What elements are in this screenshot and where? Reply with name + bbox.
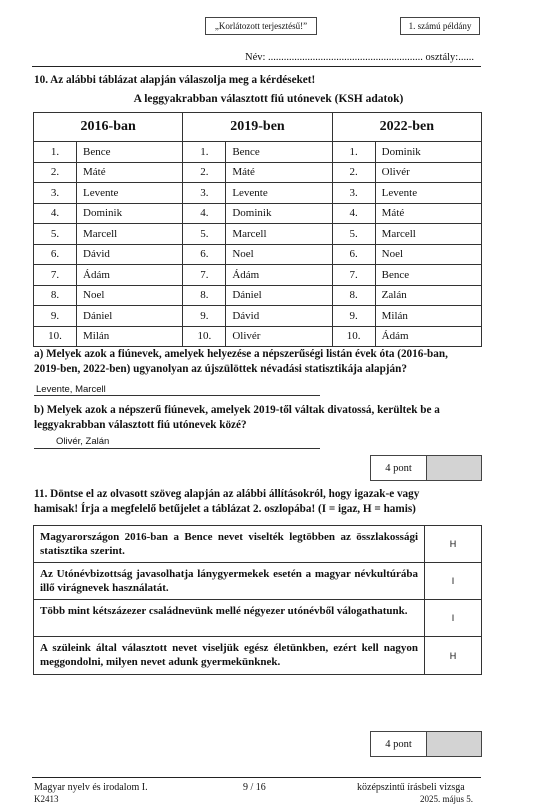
rank-cell: 9. — [332, 306, 375, 327]
task11-points-box — [370, 731, 482, 757]
statement-text: Az Utónévbizottság javasolhatja lánygyermekek esetén a magyar névkultúrába illő virágnevek használatát. — [34, 563, 425, 600]
table-row — [34, 224, 482, 245]
statement-text: Magyarországon 2016-ban a Bence nevet viselték legtöbben az összlakossági statisztika szerint. — [34, 526, 425, 563]
task11-score-field[interactable] — [427, 732, 481, 756]
task10-points-box — [370, 455, 482, 481]
restricted-stamp: „Korlátozott terjesztésű!” — [205, 17, 317, 35]
name-cell: Zalán — [375, 285, 481, 306]
table-row — [34, 285, 482, 306]
name-cell: Máté — [77, 162, 183, 183]
name-cell: Dániel — [226, 285, 332, 306]
footer-page: 9 / 16 — [243, 782, 266, 793]
rank-cell: 2. — [183, 162, 226, 183]
table-row — [34, 326, 482, 347]
name-cell: Milán — [375, 306, 481, 327]
rank-cell: 5. — [34, 224, 77, 245]
task11-points-label: 4 pont — [371, 732, 427, 756]
statement-row — [34, 526, 482, 563]
footer-code: K2413 — [34, 794, 59, 804]
rank-cell: 2. — [332, 162, 375, 183]
table-caption: A leggyakrabban választott fiú utónevek (KSH adatok) — [133, 93, 404, 105]
rank-cell: 6. — [332, 244, 375, 265]
question-b-line2: leggyakrabban választott fiú utónevek közé? — [34, 419, 247, 431]
name-cell: Levente — [375, 183, 481, 204]
table-row — [34, 162, 482, 183]
rank-cell: 4. — [183, 203, 226, 224]
table-row — [34, 306, 482, 327]
statement-answer[interactable]: I — [425, 563, 482, 600]
name-cell: Levente — [77, 183, 183, 204]
rank-cell: 9. — [183, 306, 226, 327]
names-table — [33, 112, 482, 347]
name-cell: Ádám — [226, 265, 332, 286]
statement-answer[interactable]: H — [425, 526, 482, 563]
name-cell: Dávid — [226, 306, 332, 327]
name-cell: Dávid — [77, 244, 183, 265]
table-row — [34, 244, 482, 265]
name-cell: Ádám — [375, 326, 481, 347]
rank-cell: 1. — [34, 142, 77, 163]
statement-answer[interactable]: I — [425, 600, 482, 637]
rank-cell: 3. — [34, 183, 77, 204]
name-cell: Dominik — [77, 203, 183, 224]
rank-cell: 4. — [332, 203, 375, 224]
rank-cell: 7. — [332, 265, 375, 286]
rank-cell: 6. — [183, 244, 226, 265]
rank-cell: 2. — [34, 162, 77, 183]
table-row — [34, 203, 482, 224]
rank-cell: 4. — [34, 203, 77, 224]
task11-question-line1: 11. Döntse el az olvasott szöveg alapján az alábbi állításokról, hogy igazak-e vagy — [34, 488, 420, 500]
footer-divider — [32, 777, 481, 778]
name-cell: Ádám — [77, 265, 183, 286]
question-b — [34, 403, 484, 433]
answer-a-line — [34, 395, 320, 396]
rank-cell: 7. — [183, 265, 226, 286]
rank-cell: 1. — [183, 142, 226, 163]
statement-text: Több mint kétszázezer családnevünk mellé négyezer utónévből válogathatunk. — [34, 600, 425, 637]
task11-question — [34, 487, 484, 517]
rank-cell: 7. — [34, 265, 77, 286]
rank-cell: 6. — [34, 244, 77, 265]
name-cell: Milán — [77, 326, 183, 347]
task10-points-label: 4 pont — [371, 456, 427, 480]
name-cell: Dániel — [77, 306, 183, 327]
table-row — [34, 142, 482, 163]
answer-b[interactable]: Olivér, Zalán — [56, 436, 110, 447]
name-class-line: Név: ........................................................... osztály:...... — [245, 52, 474, 63]
year-header-2019: 2019-ben — [183, 113, 332, 142]
name-cell: Marcell — [226, 224, 332, 245]
rank-cell: 10. — [34, 326, 77, 347]
table-row — [34, 265, 482, 286]
rank-cell: 3. — [332, 183, 375, 204]
name-cell: Bence — [375, 265, 481, 286]
name-cell: Bence — [77, 142, 183, 163]
name-cell: Noel — [226, 244, 332, 265]
rank-cell: 8. — [34, 285, 77, 306]
name-cell: Levente — [226, 183, 332, 204]
name-cell: Noel — [375, 244, 481, 265]
question-a-line1: a) Melyek azok a fiúnevek, amelyek helyezése a népszerűségi listán évek óta (2016-ban, — [34, 348, 448, 360]
rank-cell: 5. — [332, 224, 375, 245]
table-row — [34, 183, 482, 204]
true-false-table — [33, 525, 482, 675]
rank-cell: 8. — [332, 285, 375, 306]
statement-text: A szüleink által választott nevet viseljük egész életünkben, ezért kell nagyon meggondolni, milyen nevet adunk gyermekünknek. — [34, 637, 425, 675]
rank-cell: 10. — [183, 326, 226, 347]
copy-number-stamp: 1. számú példány — [400, 17, 480, 35]
rank-cell: 9. — [34, 306, 77, 327]
header-divider — [32, 66, 481, 67]
rank-cell: 8. — [183, 285, 226, 306]
question-a — [34, 347, 484, 377]
name-cell: Dominik — [375, 142, 481, 163]
name-cell: Bence — [226, 142, 332, 163]
statement-row — [34, 637, 482, 675]
statement-row — [34, 600, 482, 637]
name-cell: Máté — [375, 203, 481, 224]
answer-b-line — [34, 448, 320, 449]
task10-question: 10. Az alábbi táblázat alapján válaszolja meg a kérdéseket! — [34, 74, 316, 86]
question-a-line2: 2019-ben, 2022-ben) ugyanolyan az újszülöttek névadási statisztikája alapján? — [34, 363, 407, 375]
rank-cell: 1. — [332, 142, 375, 163]
statement-answer[interactable]: H — [425, 637, 482, 675]
rank-cell: 10. — [332, 326, 375, 347]
answer-a[interactable]: Levente, Marcell — [36, 384, 106, 395]
name-cell: Noel — [77, 285, 183, 306]
question-b-line1: b) Melyek azok a népszerű fiúnevek, amelyek 2019-től váltak divatossá, kerültek be a — [34, 404, 440, 416]
statement-row — [34, 563, 482, 600]
name-cell: Dominik — [226, 203, 332, 224]
task11-question-line2: hamisak! Írja a megfelelő betűjelet a táblázat 2. oszlopába! (I = igaz, H = hamis) — [34, 503, 416, 515]
year-header-2022: 2022-ben — [332, 113, 481, 142]
footer-subject: Magyar nyelv és irodalom I. — [34, 782, 148, 793]
name-cell: Olivér — [375, 162, 481, 183]
rank-cell: 5. — [183, 224, 226, 245]
task10-score-field[interactable] — [427, 456, 481, 480]
footer-date: 2025. május 5. — [420, 794, 473, 804]
name-cell: Olivér — [226, 326, 332, 347]
name-cell: Máté — [226, 162, 332, 183]
name-cell: Marcell — [375, 224, 481, 245]
footer-level: középszintű írásbeli vizsga — [357, 782, 465, 793]
name-cell: Marcell — [77, 224, 183, 245]
year-header-2016: 2016-ban — [34, 113, 183, 142]
rank-cell: 3. — [183, 183, 226, 204]
